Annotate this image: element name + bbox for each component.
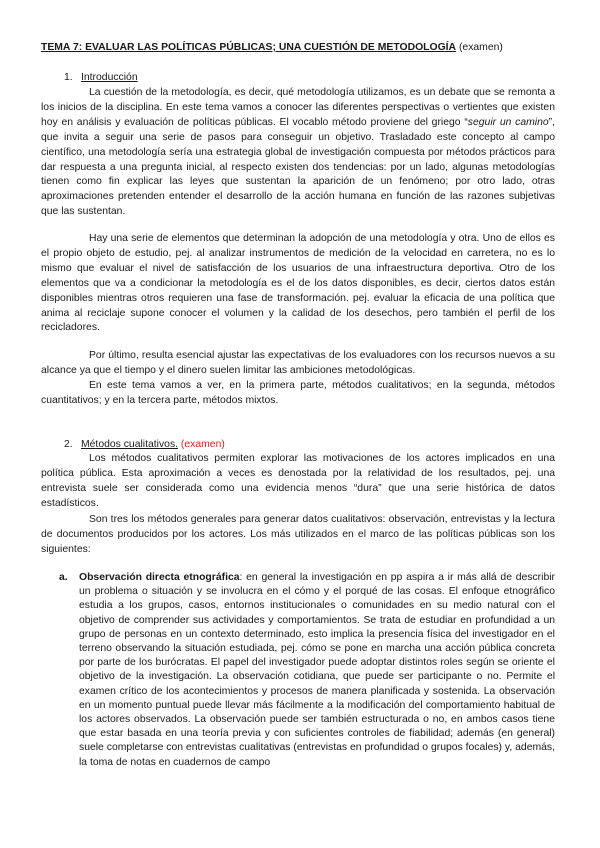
section-1-paragraph-1 [41, 86, 555, 220]
exam-tag: (examen) [180, 439, 225, 450]
paragraph-emphasis: seguir un camino [467, 116, 549, 128]
list-item-text: : en general la investigación en pp aspira a ir más allá de describir un problema o situación y se involucra en el cómo y el porqué de las cosas. El enfoque etnográfico estudia a los grupos, casos, entornos institucionales o comunidades en su medio natural con el objetivo de comprender sus actividades y comportamientos. Se trata de estudiar en profundidad a un grupo de personas en un contexto determinado, esto implica la presencia física del investigador en el terreno observando la situación estudiada, pej. cómo se pone en marcha una acción pública concreta por parte de los burócratas. El papel del investigador puede adoptar distintos roles según se oriente el objetivo de la investigación. La observación cotidiana, que puede ser participante o no. Permite el examen crítico de los acontecimientos y procesos de manera planificada y sostenida. La observación en un momento puntual puede llevar más fácilmente a la modificación del comportamiento habitual de los actores observados. La observación puede ser también estructurada o no, en ambos casos tiene que estar basada en una teoría previa y con suficientes controles de fiabilidad; además (en general) suele completarse con entrevistas cualitativas (entrevistas en profundidad o grupos focales) y, además, la toma de notas en cuadernos de campo [79, 572, 555, 768]
section-2-title: Métodos cualitativos. [81, 439, 179, 450]
title-main: TEMA 7: EVALUAR LAS POLÍTICAS PÚBLICAS; UNA CUESTIÓN DE METODOLOGÍA [41, 42, 457, 53]
section-1-number: 1. [64, 72, 73, 83]
section-2-number: 2. [64, 439, 73, 450]
title-suffix: (examen) [456, 42, 503, 53]
section-1-paragraph-4: En este tema vamos a ver, en la primera parte, métodos cualitativos; en la segunda, métodos cuantitativos; y en la tercera parte, métodos mixtos. [41, 380, 555, 406]
paragraph-text: ”, que invita a seguir una serie de pasos para conseguir un objetivo. Trasladado este concepto al campo científico, una metodología sería una estrategia global de investigación compuesta por métodos prácticos para dar respuesta a una pregunta inicial, al respecto existen dos tendencias: por un lado, algunas metodologías tienen como fin explicar las leyes que sustentan la aparición de un fenómeno; por otro lado, otras aproximaciones pretenden entender el desarrollo de la acción humana en función de las razones subjetivas que las sustentan. [41, 116, 555, 218]
document-title [41, 41, 571, 55]
list-marker: a. [59, 572, 68, 583]
paragraph-text: La cuestión de la metodología, es decir, qué metodología utilizamos, es un debate que se remonta a los inicios de la disciplina. En este tema vamos a conocer las diferentes perspectivas o vertientes que existen hoy en análisis y evaluación de políticas públicas. El vocablo método proviene del griego “ [41, 87, 555, 128]
section-1-title: Introducción [81, 72, 138, 83]
list-item-body [79, 571, 555, 770]
section-1-paragraph-3: Por último, resulta esencial ajustar las expectativas de los evaluadores con los recursos nuevos a su alcance ya que el tiempo y el dinero suelen limitar las ambiciones metodológicas. [41, 350, 555, 376]
section-2-paragraph-2: Son tres los métodos generales para generar datos cualitativos: observación, entrevistas y la lectura de documentos producidos por los actores. Los más utilizados en el marco de las políticas públicas son los siguientes: [41, 514, 555, 555]
section-1-paragraph-2: Hay una serie de elementos que determinan la adopción de una metodología y otra. Uno de ellos es el propio objeto de estudio, pej. al analizar instrumentos de medición de la velocidad en carretera, no es lo mismo que evaluar el nivel de satisfacción de los usuarios de una infraestructura deportiva. Otro de los elementos que va a condicionar la metodología es el de los datos disponibles, es decir, ciertos datos están disponibles mientras otros requieren una fase de transformación. pej. evaluar la eficacia de una política que anima al reciclaje supone conocer el volumen y la calidad de los desechos, pero también el perfil de los recicladores. [41, 233, 555, 334]
section-2-paragraph-1: Los métodos cualitativos permiten explorar las motivaciones de los actores implicados en una política pública. Esta aproximación a veces es denostada por la relatividad de los resultados, pej. una entrevista suele ser considerada como una evidencia menos “dura” que una serie histórica de datos estadísticos. [41, 453, 555, 509]
section-1-heading [64, 71, 138, 85]
section-2-heading [64, 438, 225, 452]
list-item-a [59, 571, 555, 770]
list-item-term: Observación directa etnográfica [79, 572, 240, 583]
